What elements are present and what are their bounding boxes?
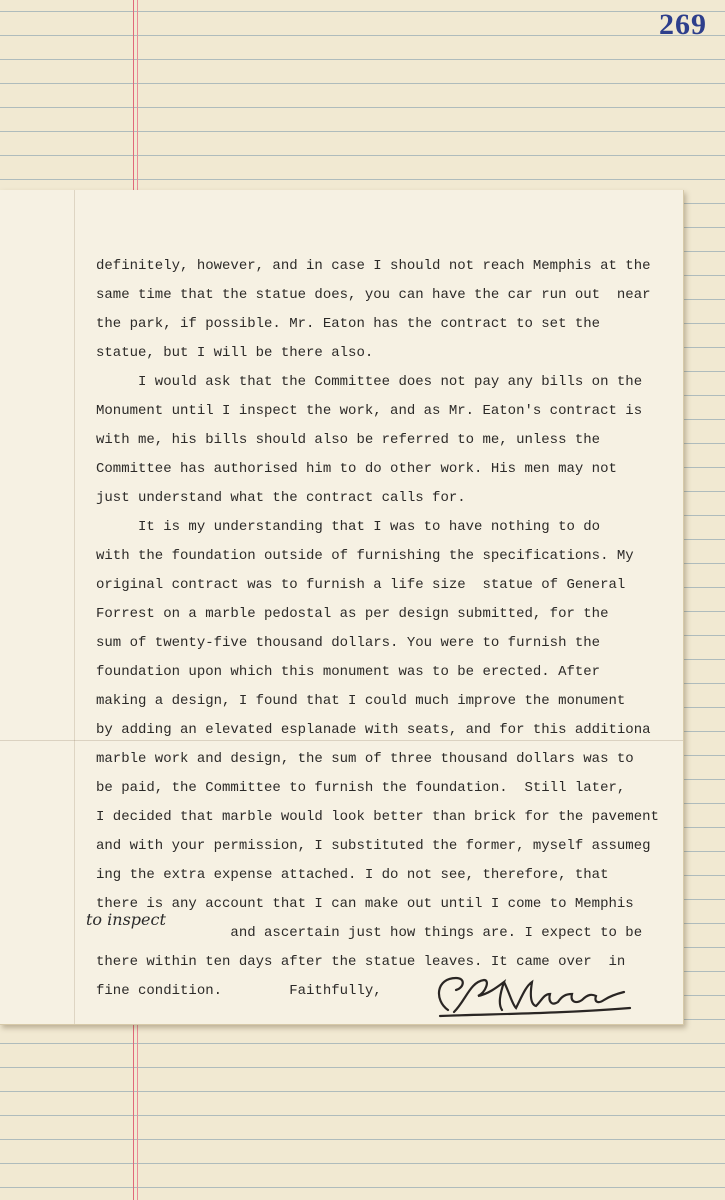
letter-sheet [0, 190, 684, 1025]
letter-line: definitely, however, and in case I should not reach Memphis at the [96, 258, 651, 274]
letter-line: I would ask that the Committee does not pay any bills on the [96, 374, 643, 390]
page-number: 269 [659, 8, 707, 41]
letter-body [96, 252, 686, 1006]
letter-line: with me, his bills should also be referred to me, unless the [96, 432, 601, 448]
letter-line: statue, but I will be there also. [96, 345, 374, 361]
letter-line: with the foundation outside of furnishing the specifications. My [96, 548, 634, 564]
letter-line: Committee has authorised him to do other work. His men may not [96, 461, 617, 477]
letter-line: original contract was to furnish a life size statue of General [96, 577, 626, 593]
signature-icon [426, 970, 636, 1018]
letter-line: sum of twenty-five thousand dollars. You were to furnish the [96, 635, 601, 651]
letter-line: be paid, the Committee to furnish the foundation. Still later, [96, 780, 626, 796]
letter-line: there is any account that I can make out until I come to Memphis [96, 896, 634, 912]
handwritten-margin-note: to inspect [86, 910, 166, 929]
letter-line: marble work and design, the sum of three thousand dollars was to [96, 751, 634, 767]
letter-line: making a design, I found that I could much improve the monument [96, 693, 626, 709]
letter-line: I decided that marble would look better than brick for the pavement [96, 809, 659, 825]
letter-line-closing: fine condition. Faithfully, [96, 983, 382, 999]
letter-line: just understand what the contract calls for. [96, 490, 466, 506]
letter-line: foundation upon which this monument was to be erected. After [96, 664, 601, 680]
letter-line: the park, if possible. Mr. Eaton has the contract to set the [96, 316, 601, 332]
letter-line: Forrest on a marble pedostal as per design submitted, for the [96, 606, 609, 622]
letter-line: by adding an elevated esplanade with seats, and for this additiona [96, 722, 651, 738]
letter-line: there within ten days after the statue leaves. It came over in [96, 954, 626, 970]
letter-line: and ascertain just how things are. I expect to be [96, 925, 643, 941]
letter-line: and with your permission, I substituted the former, myself assumeg [96, 838, 651, 854]
letter-line: same time that the statue does, you can have the car run out near [96, 287, 651, 303]
letter-line: ing the extra expense attached. I do not see, therefore, that [96, 867, 609, 883]
letter-line: Monument until I inspect the work, and as Mr. Eaton's contract is [96, 403, 643, 419]
letter-line: It is my understanding that I was to have nothing to do [96, 519, 601, 535]
